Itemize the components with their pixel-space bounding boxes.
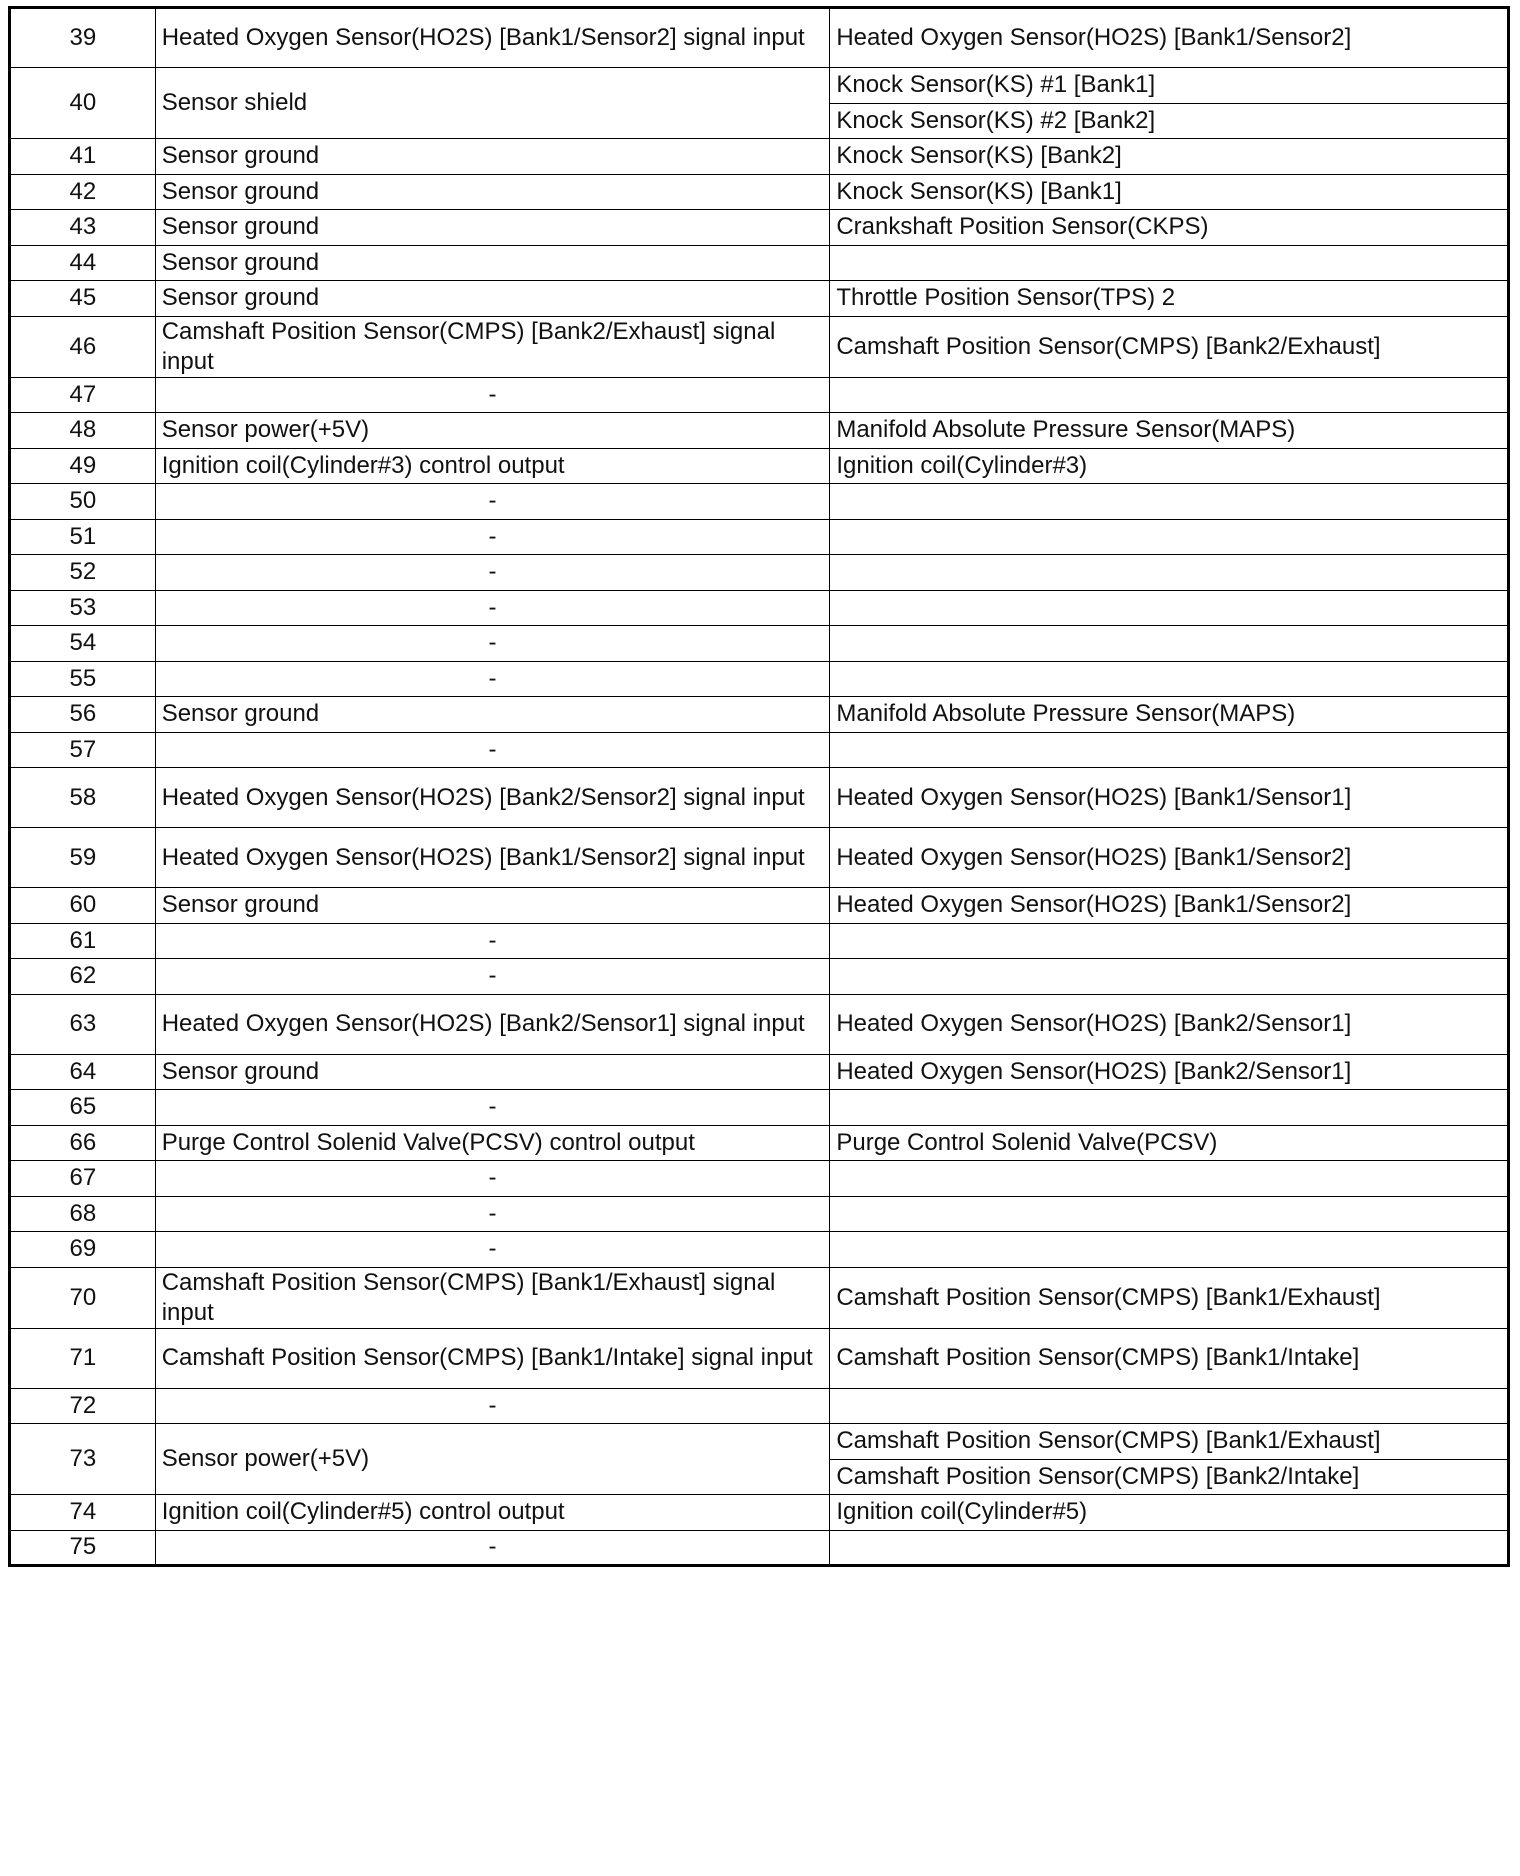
pin-description-cell: -: [155, 923, 830, 959]
pin-description-cell: Sensor ground: [155, 245, 830, 281]
connected-component-cell: [830, 555, 1509, 591]
connected-component-cell: Camshaft Position Sensor(CMPS) [Bank1/Exhaust]: [830, 1424, 1509, 1460]
pin-number-cell: 50: [10, 484, 156, 520]
pin-description-cell: -: [155, 519, 830, 555]
connected-component-cell: [830, 519, 1509, 555]
pin-description-cell: Sensor ground: [155, 1054, 830, 1090]
table-row: [10, 994, 1509, 1054]
table-row: [10, 828, 1509, 888]
table-row: [10, 316, 1509, 377]
pin-number-cell: 65: [10, 1090, 156, 1126]
pin-description-cell: Camshaft Position Sensor(CMPS) [Bank2/Exhaust] signal input: [155, 316, 830, 377]
connected-component-cell: Heated Oxygen Sensor(HO2S) [Bank1/Sensor2]: [830, 888, 1509, 924]
table-row: [10, 245, 1509, 281]
pin-description-cell: Ignition coil(Cylinder#5) control output: [155, 1495, 830, 1531]
table-row: [10, 1388, 1509, 1424]
connected-component-cell: [830, 377, 1509, 413]
table-row: [10, 1090, 1509, 1126]
pin-description-cell: Sensor ground: [155, 139, 830, 175]
pin-description-cell: Sensor power(+5V): [155, 413, 830, 449]
table-row: [10, 281, 1509, 317]
pin-number-cell: 44: [10, 245, 156, 281]
pin-description-cell: -: [155, 732, 830, 768]
pin-number-cell: 69: [10, 1232, 156, 1268]
pin-description-cell: -: [155, 626, 830, 662]
pin-description-cell: -: [155, 1161, 830, 1197]
pin-description-cell: -: [155, 1530, 830, 1566]
connected-component-cell: [830, 661, 1509, 697]
pin-description-cell: Camshaft Position Sensor(CMPS) [Bank1/Exhaust] signal input: [155, 1267, 830, 1328]
table-row: [10, 210, 1509, 246]
pin-number-cell: 73: [10, 1424, 156, 1495]
pin-number-cell: 48: [10, 413, 156, 449]
connected-component-cell: Manifold Absolute Pressure Sensor(MAPS): [830, 413, 1509, 449]
connected-component-cell: [830, 1232, 1509, 1268]
pin-description-cell: Heated Oxygen Sensor(HO2S) [Bank2/Sensor2] signal input: [155, 768, 830, 828]
pin-description-cell: -: [155, 377, 830, 413]
pin-description-cell: -: [155, 959, 830, 995]
pin-number-cell: 53: [10, 590, 156, 626]
connected-component-cell: [830, 1161, 1509, 1197]
connected-component-cell: [830, 1090, 1509, 1126]
pin-number-cell: 47: [10, 377, 156, 413]
pin-number-cell: 56: [10, 697, 156, 733]
table-row: [10, 1424, 1509, 1460]
connected-component-cell: Heated Oxygen Sensor(HO2S) [Bank1/Sensor2]: [830, 828, 1509, 888]
table-row: [10, 923, 1509, 959]
table-row: [10, 1328, 1509, 1388]
pin-description-cell: -: [155, 661, 830, 697]
pin-number-cell: 49: [10, 448, 156, 484]
table-row: [10, 888, 1509, 924]
pin-function-table: [8, 6, 1510, 1567]
pin-description-cell: Sensor ground: [155, 888, 830, 924]
pin-description-cell: Ignition coil(Cylinder#3) control output: [155, 448, 830, 484]
connected-component-cell: Knock Sensor(KS) [Bank2]: [830, 139, 1509, 175]
connected-component-cell: Heated Oxygen Sensor(HO2S) [Bank1/Sensor1]: [830, 768, 1509, 828]
pin-description-cell: Sensor ground: [155, 210, 830, 246]
pin-number-cell: 72: [10, 1388, 156, 1424]
table-row: [10, 1232, 1509, 1268]
connected-component-cell: [830, 245, 1509, 281]
table-row: [10, 1054, 1509, 1090]
table-row: [10, 448, 1509, 484]
connected-component-cell: Knock Sensor(KS) #1 [Bank1]: [830, 68, 1509, 104]
connected-component-cell: Knock Sensor(KS) [Bank1]: [830, 174, 1509, 210]
connected-component-cell: [830, 626, 1509, 662]
connected-component-cell: [830, 1530, 1509, 1566]
pin-number-cell: 71: [10, 1328, 156, 1388]
connected-component-cell: Camshaft Position Sensor(CMPS) [Bank1/Intake]: [830, 1328, 1509, 1388]
table-row: [10, 768, 1509, 828]
pin-description-cell: Camshaft Position Sensor(CMPS) [Bank1/Intake] signal input: [155, 1328, 830, 1388]
pin-number-cell: 46: [10, 316, 156, 377]
connected-component-cell: [830, 732, 1509, 768]
connected-component-cell: Camshaft Position Sensor(CMPS) [Bank1/Exhaust]: [830, 1267, 1509, 1328]
table-row: [10, 555, 1509, 591]
pin-description-cell: Sensor ground: [155, 174, 830, 210]
pin-description-cell: -: [155, 484, 830, 520]
connected-component-cell: [830, 590, 1509, 626]
pin-number-cell: 40: [10, 68, 156, 139]
pin-number-cell: 59: [10, 828, 156, 888]
table-row: [10, 519, 1509, 555]
pin-description-cell: Sensor ground: [155, 697, 830, 733]
table-row: [10, 1267, 1509, 1328]
connected-component-cell: Heated Oxygen Sensor(HO2S) [Bank2/Sensor1]: [830, 994, 1509, 1054]
pin-description-cell: Sensor ground: [155, 281, 830, 317]
pin-number-cell: 74: [10, 1495, 156, 1531]
connected-component-cell: Ignition coil(Cylinder#3): [830, 448, 1509, 484]
table-row: [10, 590, 1509, 626]
table-row: [10, 8, 1509, 68]
pin-number-cell: 67: [10, 1161, 156, 1197]
connected-component-cell: [830, 1388, 1509, 1424]
table-body: [10, 8, 1509, 1566]
pin-number-cell: 42: [10, 174, 156, 210]
pin-number-cell: 43: [10, 210, 156, 246]
pin-description-cell: -: [155, 1196, 830, 1232]
connected-component-cell: Throttle Position Sensor(TPS) 2: [830, 281, 1509, 317]
connected-component-cell: [830, 1196, 1509, 1232]
connected-component-cell: Camshaft Position Sensor(CMPS) [Bank2/Exhaust]: [830, 316, 1509, 377]
pin-number-cell: 62: [10, 959, 156, 995]
table-row: [10, 1161, 1509, 1197]
pin-description-cell: -: [155, 555, 830, 591]
table-row: [10, 626, 1509, 662]
connected-component-cell: Knock Sensor(KS) #2 [Bank2]: [830, 103, 1509, 139]
pin-number-cell: 70: [10, 1267, 156, 1328]
pin-number-cell: 60: [10, 888, 156, 924]
connected-component-cell: Ignition coil(Cylinder#5): [830, 1495, 1509, 1531]
pin-description-cell: Purge Control Solenid Valve(PCSV) control output: [155, 1125, 830, 1161]
pin-number-cell: 63: [10, 994, 156, 1054]
pin-description-cell: Sensor shield: [155, 68, 830, 139]
connected-component-cell: Manifold Absolute Pressure Sensor(MAPS): [830, 697, 1509, 733]
connected-component-cell: Heated Oxygen Sensor(HO2S) [Bank2/Sensor1]: [830, 1054, 1509, 1090]
connected-component-cell: [830, 959, 1509, 995]
pin-number-cell: 66: [10, 1125, 156, 1161]
pin-description-cell: -: [155, 590, 830, 626]
pin-number-cell: 51: [10, 519, 156, 555]
table-row: [10, 1196, 1509, 1232]
pin-description-cell: Heated Oxygen Sensor(HO2S) [Bank1/Sensor2] signal input: [155, 828, 830, 888]
table-row: [10, 697, 1509, 733]
pin-number-cell: 75: [10, 1530, 156, 1566]
table-row: [10, 661, 1509, 697]
pin-number-cell: 68: [10, 1196, 156, 1232]
pin-number-cell: 39: [10, 8, 156, 68]
pin-description-cell: -: [155, 1090, 830, 1126]
table-row: [10, 732, 1509, 768]
pin-number-cell: 55: [10, 661, 156, 697]
table-row: [10, 174, 1509, 210]
connected-component-cell: Camshaft Position Sensor(CMPS) [Bank2/Intake]: [830, 1459, 1509, 1495]
connected-component-cell: Crankshaft Position Sensor(CKPS): [830, 210, 1509, 246]
pin-description-cell: Heated Oxygen Sensor(HO2S) [Bank1/Sensor2] signal input: [155, 8, 830, 68]
table-row: [10, 413, 1509, 449]
pin-number-cell: 52: [10, 555, 156, 591]
table-row: [10, 68, 1509, 104]
table-row: [10, 139, 1509, 175]
table-row: [10, 959, 1509, 995]
table-row: [10, 1530, 1509, 1566]
pin-number-cell: 45: [10, 281, 156, 317]
pin-number-cell: 58: [10, 768, 156, 828]
pin-description-cell: Heated Oxygen Sensor(HO2S) [Bank2/Sensor1] signal input: [155, 994, 830, 1054]
connected-component-cell: Heated Oxygen Sensor(HO2S) [Bank1/Sensor2]: [830, 8, 1509, 68]
pin-number-cell: 57: [10, 732, 156, 768]
table-row: [10, 484, 1509, 520]
pin-description-cell: -: [155, 1232, 830, 1268]
pin-description-cell: -: [155, 1388, 830, 1424]
pin-description-cell: Sensor power(+5V): [155, 1424, 830, 1495]
pin-number-cell: 54: [10, 626, 156, 662]
pin-number-cell: 64: [10, 1054, 156, 1090]
connected-component-cell: Purge Control Solenid Valve(PCSV): [830, 1125, 1509, 1161]
connected-component-cell: [830, 923, 1509, 959]
pin-number-cell: 41: [10, 139, 156, 175]
connected-component-cell: [830, 484, 1509, 520]
pin-number-cell: 61: [10, 923, 156, 959]
table-row: [10, 377, 1509, 413]
table-row: [10, 1495, 1509, 1531]
table-row: [10, 1125, 1509, 1161]
